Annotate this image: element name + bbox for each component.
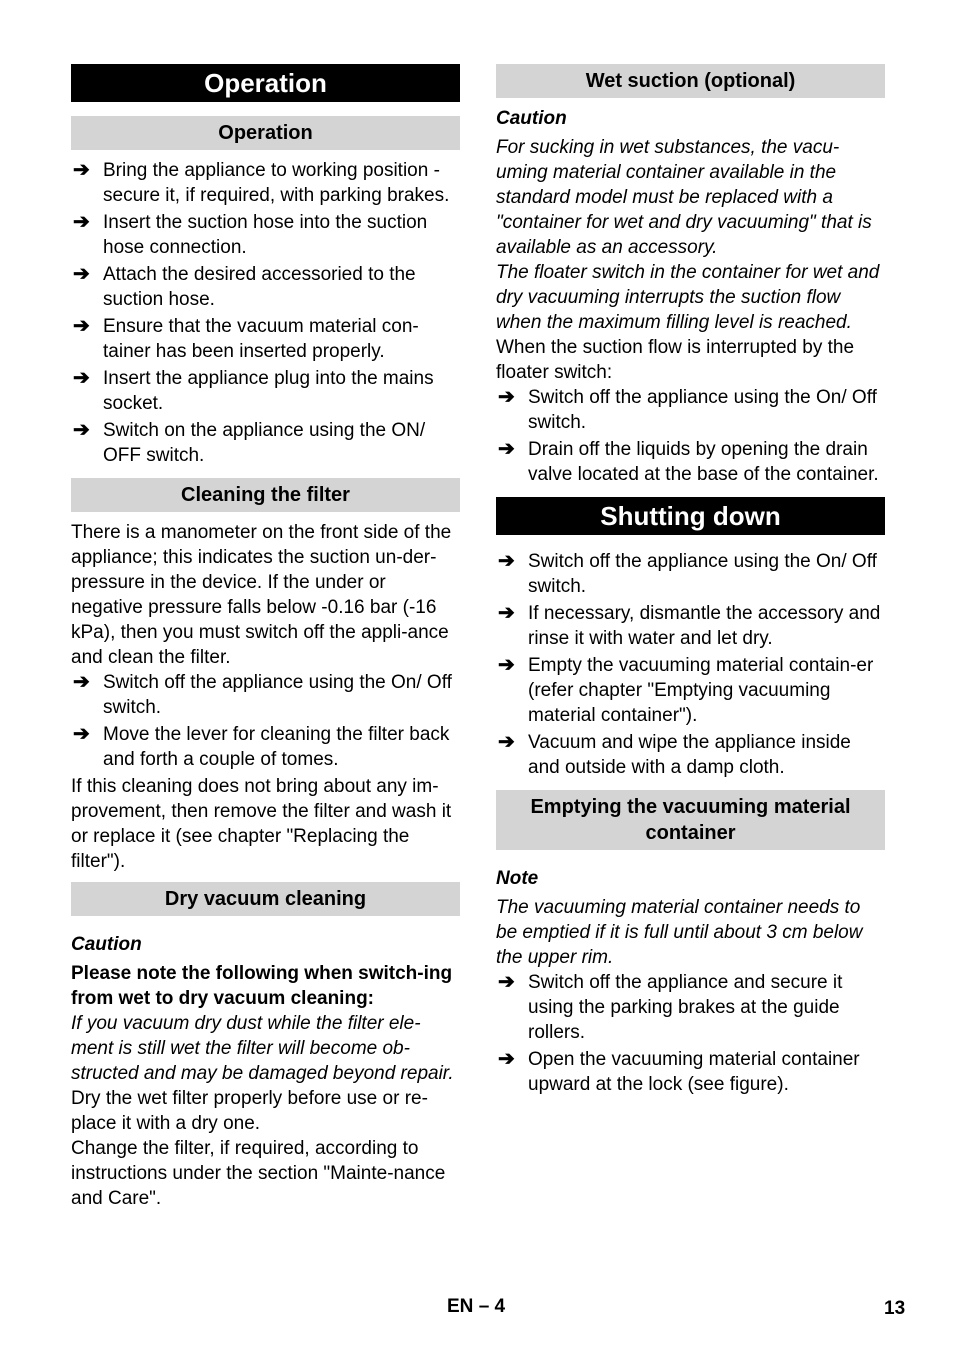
right-column (496, 64, 885, 1099)
filter-intro: There is a manometer on the front side of the appliance; this indicates the suction un-der-pressure in the device. If the under or negative pressure falls below -0.16 bar (-16 kPa), then you must switch off the appli-ance and clean the filter. (71, 522, 452, 668)
list-item: ➔ Switch off the appliance and secure it using the parking brakes at the guide rollers. (498, 971, 843, 1043)
arrow-right-icon: ➔ (73, 723, 90, 745)
list-item: ➔ Open the vacuuming material container upward at the lock (see figure). (498, 1048, 860, 1095)
list-item: ➔ Ensure that the vacuum material con-tainer has been inserted properly. (73, 315, 419, 362)
list-item: ➔ Vacuum and wipe the appliance inside and outside with a damp cloth. (498, 731, 851, 778)
operation-steps (71, 158, 460, 468)
subsection-title-dry-vacuum: Dry vacuum cleaning (71, 882, 460, 916)
list-item: ➔ Insert the suction hose into the suction hose connection. (73, 211, 428, 258)
shutdown-steps (496, 549, 885, 780)
section-title-shutting-down: Shutting down (496, 497, 885, 535)
section-title-operation: Operation (71, 64, 460, 102)
wet-italic-1: For sucking in wet substances, the vacu-uming material container available in the standard model must be replaced with a "container for wet and dry vacuuming" that is available as an accessory. (496, 137, 872, 258)
filter-outro: If this cleaning does not bring about any im-provement, then remove the filter and wash it or replace it (see chapter "Replacing the filter"). (71, 776, 452, 872)
arrow-right-icon: ➔ (73, 211, 90, 233)
subsection-title-operation: Operation (71, 116, 460, 150)
subsection-title-emptying-container: Emptying the vacuuming material container (496, 790, 885, 850)
note-label: Note (496, 868, 539, 889)
subsection-title-wet-suction: Wet suction (optional) (496, 64, 885, 98)
arrow-right-icon: ➔ (498, 438, 515, 460)
footer-language: EN – 4 (447, 1296, 506, 1317)
list-item: ➔ Drain off the liquids by opening the drain valve located at the base of the container. (498, 438, 879, 485)
list-item: ➔ Attach the desired accessoried to the suction hose. (73, 263, 416, 310)
list-item: ➔ If necessary, dismantle the accessory and rinse it with water and let dry. (498, 602, 881, 649)
subsection-title-cleaning-filter: Cleaning the filter (71, 478, 460, 512)
arrow-right-icon: ➔ (498, 386, 515, 408)
arrow-right-icon: ➔ (498, 602, 515, 624)
arrow-right-icon: ➔ (73, 263, 90, 285)
dry-text-1: Dry the wet filter properly before use or re-place it with a dry one. (71, 1088, 428, 1134)
list-item: ➔ Empty the vacuuming material contain-er (refer chapter "Emptying vacuuming material container"). (498, 654, 874, 726)
arrow-right-icon: ➔ (73, 419, 90, 441)
arrow-right-icon: ➔ (73, 367, 90, 389)
left-column (71, 64, 460, 1211)
empty-steps (496, 970, 885, 1097)
arrow-right-icon: ➔ (498, 1048, 515, 1070)
list-item: ➔ Switch off the appliance using the On/ Off switch. (73, 671, 452, 718)
dry-italic-note: If you vacuum dry dust while the filter ele-ment is still wet the filter will become ob-structed and may be damaged beyond repair. (71, 1013, 454, 1084)
wet-steps (496, 385, 885, 487)
arrow-right-icon: ➔ (498, 550, 515, 572)
filter-steps (71, 670, 460, 772)
arrow-right-icon: ➔ (498, 731, 515, 753)
list-item: ➔ Switch off the appliance using the On/ Off switch. (498, 386, 877, 433)
arrow-right-icon: ➔ (73, 315, 90, 337)
wet-italic-2: The floater switch in the container for wet and dry vacuuming interrupts the suction flow when the maximum filling level is reached. (496, 262, 880, 333)
arrow-right-icon: ➔ (498, 971, 515, 993)
arrow-right-icon: ➔ (73, 159, 90, 181)
list-item: ➔ Move the lever for cleaning the filter back and forth a couple of tomes. (73, 723, 450, 770)
dry-bold-note: Please note the following when switch-ing from wet to dry vacuum cleaning: (71, 963, 453, 1009)
page-number: 13 (884, 1298, 906, 1319)
caution-label: Caution (71, 934, 142, 955)
list-item: ➔ Switch off the appliance using the On/ Off switch. (498, 550, 877, 597)
list-item: ➔ Insert the appliance plug into the mains socket. (73, 367, 434, 414)
empty-italic: The vacuuming material container needs to be emptied if it is full until about 3 cm below the upper rim. (496, 897, 863, 968)
list-item: ➔ Bring the appliance to working position - secure it, if required, with parking brakes. (73, 159, 450, 206)
arrow-right-icon: ➔ (498, 654, 515, 676)
arrow-right-icon: ➔ (73, 671, 90, 693)
dry-text-2: Change the filter, if required, according to instructions under the section "Mainte-nance and Care". (71, 1138, 446, 1209)
list-item: ➔ Switch on the appliance using the ON/ OFF switch. (73, 419, 426, 466)
wet-text: When the suction flow is interrupted by the floater switch: (496, 337, 855, 383)
caution-label: Caution (496, 108, 567, 129)
